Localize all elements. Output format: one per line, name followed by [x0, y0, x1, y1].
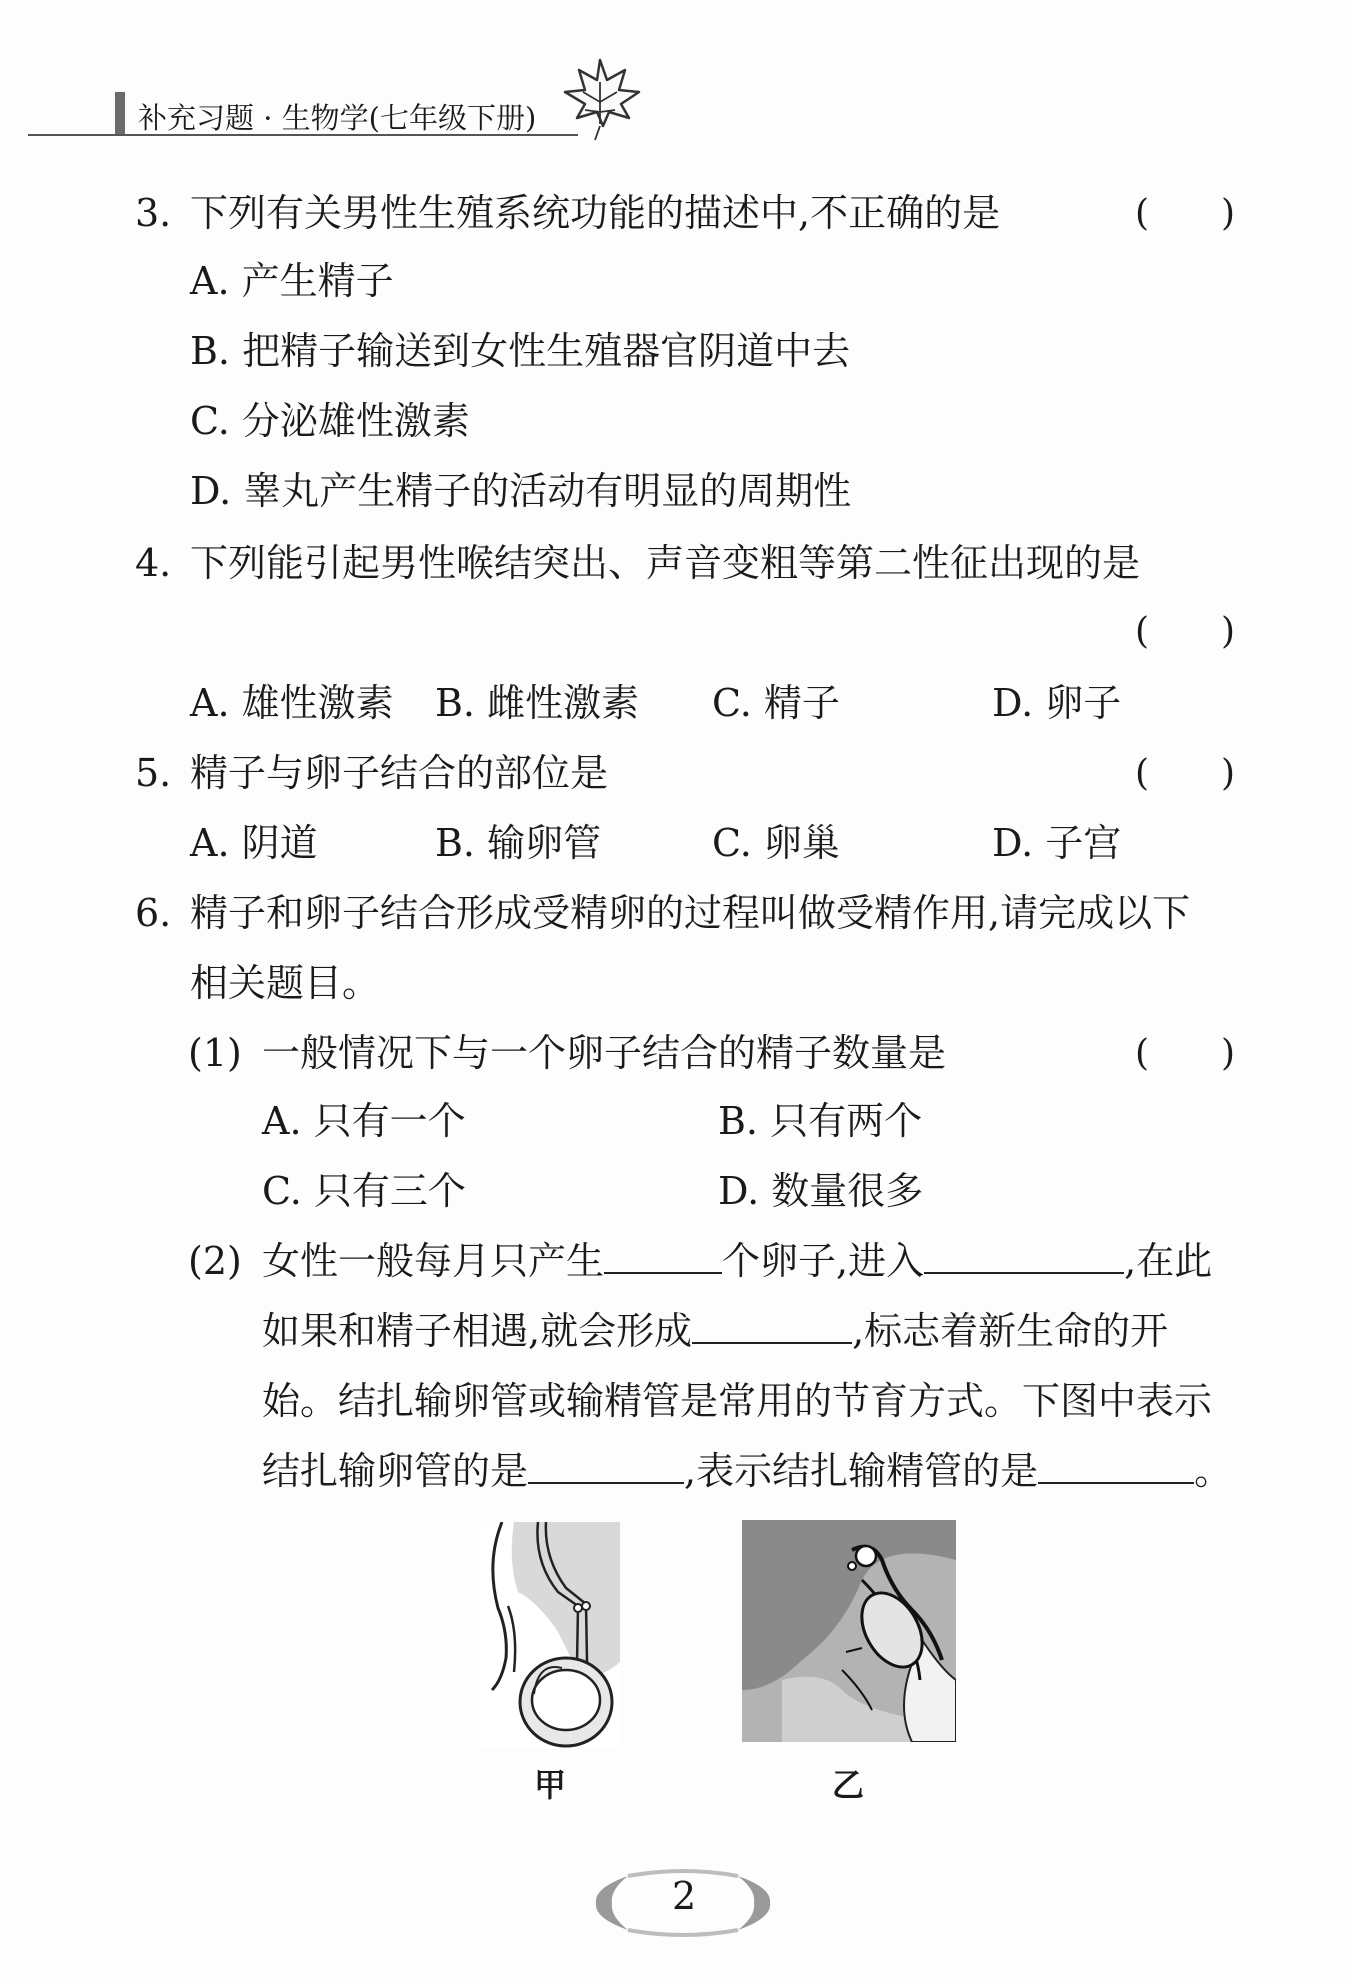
header-accent-bar	[115, 92, 125, 134]
q6-sub2-label: (2)	[188, 1239, 242, 1283]
oviduct-ligation-blank[interactable]	[528, 1452, 684, 1484]
figure-right-caption: 乙	[832, 1766, 865, 1804]
q6-sub2-text-1c: ,在此	[1124, 1239, 1213, 1283]
q5-number: 5.	[135, 751, 172, 795]
q6-sub2-line2	[262, 1309, 1169, 1353]
male-vasectomy-figure	[478, 1522, 620, 1748]
q6-sub1-option-b: B. 只有两个	[718, 1099, 923, 1143]
q3-number: 3.	[135, 191, 172, 235]
vas-deferens-ligation-blank[interactable]	[1038, 1452, 1194, 1484]
q6-sub2-line4	[262, 1449, 1233, 1493]
page-number: 2	[672, 1874, 697, 1918]
q4-number: 4.	[135, 541, 172, 585]
q6-stem-line2: 相关题目。	[190, 961, 381, 1005]
q6-sub2-text-1b: 个卵子,进入	[722, 1239, 925, 1283]
q5-option-b: B. 输卵管	[435, 821, 602, 865]
q6-sub2-text-1a: 女性一般每月只产生	[262, 1239, 605, 1283]
q4-answer-blank: ( )	[1135, 611, 1236, 652]
q3-option-b: B. 把精子输送到女性生殖器官阴道中去	[190, 329, 851, 373]
q6-number: 6.	[135, 891, 172, 935]
q5-option-d: D. 子宫	[992, 821, 1122, 865]
q6-sub2-text-2b: ,标志着新生命的开	[852, 1309, 1169, 1353]
q4-stem: 下列能引起男性喉结突出、声音变粗等第二性征出现的是	[190, 541, 1141, 585]
egg-count-blank[interactable]	[604, 1242, 722, 1274]
q6-sub1-option-c: C. 只有三个	[262, 1169, 466, 1213]
q6-sub2-line3: 始。结扎输卵管或输精管是常用的节育方式。下图中表示	[262, 1379, 1213, 1423]
q3-option-a: A. 产生精子	[190, 259, 394, 303]
figure-left-caption: 甲	[534, 1766, 567, 1804]
q5-answer-blank: ( )	[1135, 753, 1236, 794]
q5-stem: 精子与卵子结合的部位是	[190, 751, 609, 795]
fertilized-egg-blank[interactable]	[692, 1312, 852, 1344]
q6-sub1-answer-blank: ( )	[1135, 1033, 1236, 1074]
q5-option-c: C. 卵巢	[712, 821, 840, 865]
q6-sub2-line1	[262, 1239, 1213, 1283]
q6-sub1-stem: 一般情况下与一个卵子结合的精子数量是	[262, 1031, 947, 1075]
q4-option-b: B. 雌性激素	[435, 681, 640, 725]
q3-option-c: C. 分泌雄性激素	[190, 399, 470, 443]
q4-option-a: A. 雄性激素	[190, 681, 394, 725]
q3-answer-blank: ( )	[1135, 193, 1236, 234]
maple-leaf-icon	[555, 52, 645, 142]
q4-option-c: C. 精子	[712, 681, 840, 725]
egg-destination-blank[interactable]	[924, 1242, 1124, 1274]
q6-sub2-text-4c: 。	[1194, 1449, 1233, 1493]
female-tubal-ligation-figure	[742, 1520, 956, 1742]
q5-option-a: A. 阴道	[190, 821, 318, 865]
q6-sub1-option-d: D. 数量很多	[718, 1169, 924, 1213]
q6-sub1-option-a: A. 只有一个	[262, 1099, 466, 1143]
q3-stem: 下列有关男性生殖系统功能的描述中,不正确的是	[190, 191, 1001, 235]
q3-option-d: D. 睾丸产生精子的活动有明显的周期性	[190, 469, 852, 513]
header-title: 补充习题 · 生物学(七年级下册)	[138, 101, 537, 135]
q6-sub2-text-2a: 如果和精子相遇,就会形成	[262, 1309, 693, 1353]
q6-stem-line1: 精子和卵子结合形成受精卵的过程叫做受精作用,请完成以下	[190, 891, 1191, 935]
q6-sub1-label: (1)	[188, 1031, 242, 1075]
q6-sub2-text-4a: 结扎输卵管的是	[262, 1449, 529, 1493]
q4-option-d: D. 卵子	[992, 681, 1122, 725]
q6-sub2-text-4b: ,表示结扎输精管的是	[684, 1449, 1039, 1493]
